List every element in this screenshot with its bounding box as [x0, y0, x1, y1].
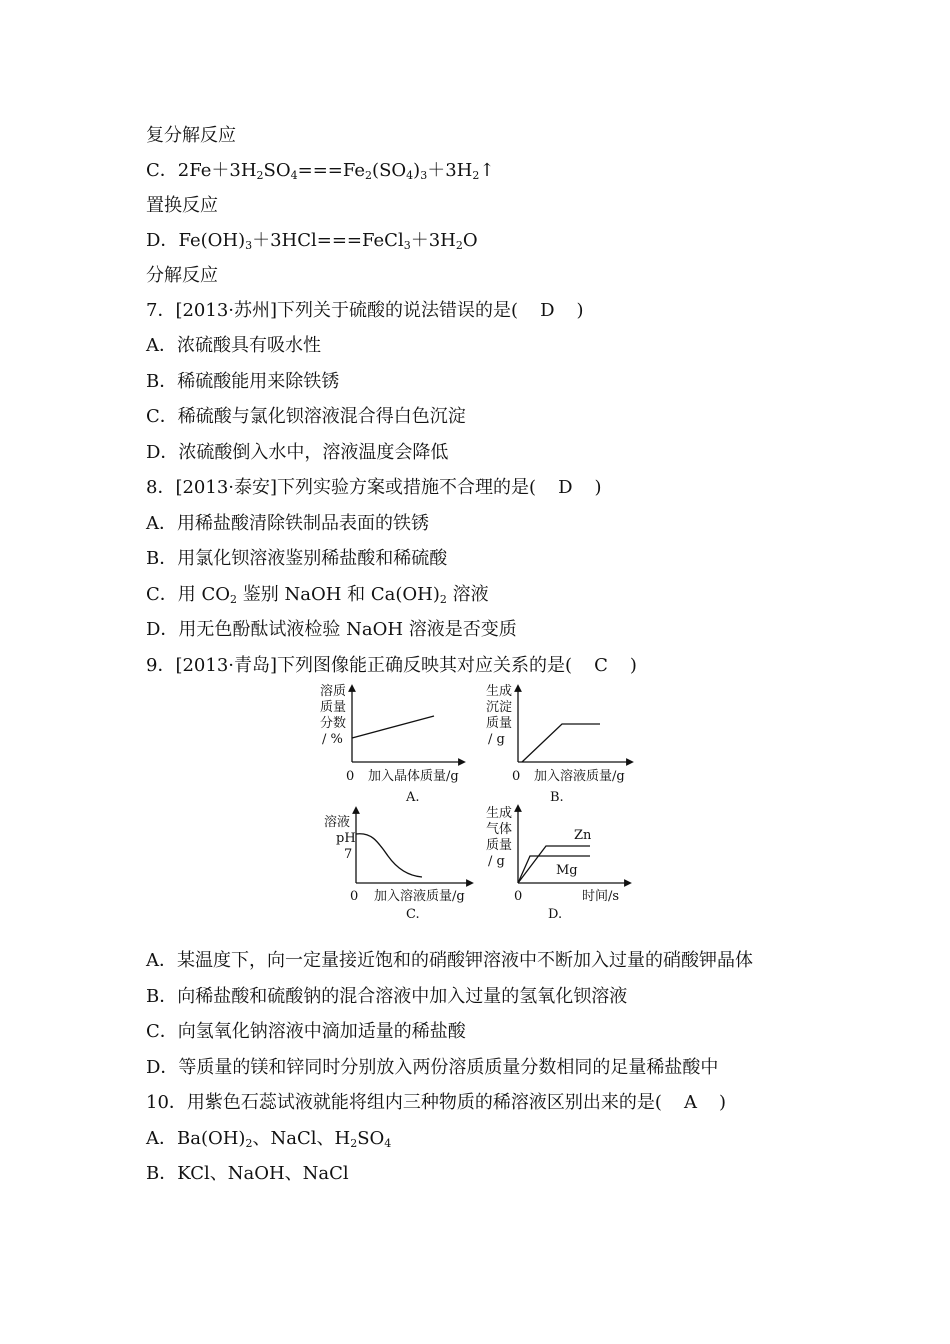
q7-option-b: B．稀硫酸能用来除铁锈 [146, 371, 340, 392]
graph-c-ylabel: 溶液 [324, 815, 351, 830]
graph-c-xlabel: 加入溶液质量/g [374, 889, 465, 904]
svg-text:质量: 质量 [486, 838, 513, 853]
q9-option-d: D．等质量的镁和锌同时分别放入两份溶质质量分数相同的足量稀盐酸中 [146, 1057, 719, 1078]
graph-b [486, 683, 630, 805]
graph-b-caption: B. [550, 790, 564, 805]
q7-option-d: D．浓硫酸倒入水中，溶液温度会降低 [146, 442, 449, 463]
reaction-type-c: 置换反应 [146, 195, 218, 216]
svg-text:0: 0 [346, 769, 355, 784]
q8-option-a: A．用稀盐酸清除铁制品表面的铁锈 [146, 513, 429, 534]
q9-figures [300, 680, 650, 925]
graph-b-line [522, 724, 600, 762]
graph-a-ylabel: 溶质 [320, 684, 347, 699]
svg-text:沉淀: 沉淀 [486, 700, 513, 715]
svg-text:质量: 质量 [486, 716, 513, 731]
q8-option-d: D．用无色酚酞试液检验 NaOH 溶液是否变质 [146, 619, 517, 640]
answer-8: D [558, 477, 573, 498]
q9-option-b: B．向稀盐酸和硫酸钠的混合溶液中加入过量的氢氧化钡溶液 [146, 986, 628, 1007]
q7-option-c: C．稀硫酸与氯化钡溶液混合得白色沉淀 [146, 406, 466, 427]
question-7-stem: 7．[2013·苏州]下列关于硫酸的说法错误的是( D ) [146, 300, 584, 321]
graph-a [320, 683, 462, 805]
svg-text:/ g: / g [488, 732, 505, 747]
graph-b-xlabel: 加入溶液质量/g [534, 769, 625, 784]
reaction-type-b: 复分解反应 [146, 125, 236, 146]
q9-option-c: C．向氢氧化钠溶液中滴加适量的稀盐酸 [146, 1021, 466, 1042]
svg-text:0: 0 [514, 889, 523, 904]
graph-d-line-zn [518, 846, 590, 883]
svg-text:气体: 气体 [486, 822, 513, 837]
graph-d-label-zn: Zn [574, 828, 592, 843]
q10-option-a: A．$Ba(OH)_2$、NaCl、$H_2SO_4$ [146, 1128, 392, 1150]
svg-text:0: 0 [512, 769, 521, 784]
answer-9: C [594, 655, 608, 676]
graph-a-line [352, 716, 434, 738]
option-d-equation: D．$Fe(OH)_3+3HCl===FeCl_3+3H_2O$ [146, 230, 478, 252]
svg-text:/ %: / % [322, 732, 343, 747]
graph-d [486, 805, 628, 922]
answer-10: A [683, 1092, 697, 1113]
graph-b-ylabel: 生成 [486, 684, 513, 699]
svg-text:/ g: / g [488, 854, 505, 869]
graph-a-caption: A. [406, 790, 420, 805]
graph-d-label-mg: Mg [556, 863, 578, 878]
svg-text:分数: 分数 [320, 716, 347, 731]
graph-d-caption: D. [548, 907, 563, 922]
graph-c [324, 810, 470, 922]
reaction-type-d: 分解反应 [146, 265, 218, 286]
svg-text:pH: pH [336, 831, 356, 846]
question-10-stem: 10．用紫色石蕊试液就能将组内三种物质的稀溶液区别出来的是( A ) [146, 1092, 726, 1113]
q9-option-a: A．某温度下，向一定量接近饱和的硝酸钾溶液中不断加入过量的硝酸钾晶体 [146, 950, 753, 971]
q8-option-c: C．用 $CO_2$ 鉴别 NaOH 和 $Ca(OH)_2$ 溶液 [146, 584, 489, 606]
svg-text:质量: 质量 [320, 700, 347, 715]
question-9-stem: 9．[2013·青岛]下列图像能正确反映其对应关系的是( C ) [146, 655, 637, 676]
q7-option-a: A．浓硫酸具有吸水性 [146, 335, 321, 356]
graph-a-xlabel: 加入晶体质量/g [368, 769, 459, 784]
graph-c-tick-7: 7 [344, 847, 353, 862]
q8-option-b: B．用氯化钡溶液鉴别稀盐酸和稀硫酸 [146, 548, 448, 569]
q10-option-b: B．KCl、NaOH、NaCl [146, 1163, 349, 1184]
graph-d-xlabel: 时间/s [582, 889, 620, 904]
question-8-stem: 8．[2013·泰安]下列实验方案或措施不合理的是( D ) [146, 477, 602, 498]
graph-c-caption: C. [406, 907, 420, 922]
option-c-equation: C．$2Fe+3H_2SO_4===Fe_2(SO_4)_3+3H_2↑$ [146, 160, 495, 182]
graph-d-ylabel: 生成 [486, 806, 513, 821]
answer-7: D [540, 300, 555, 321]
graph-c-curve [356, 834, 422, 877]
svg-text:0: 0 [350, 889, 359, 904]
